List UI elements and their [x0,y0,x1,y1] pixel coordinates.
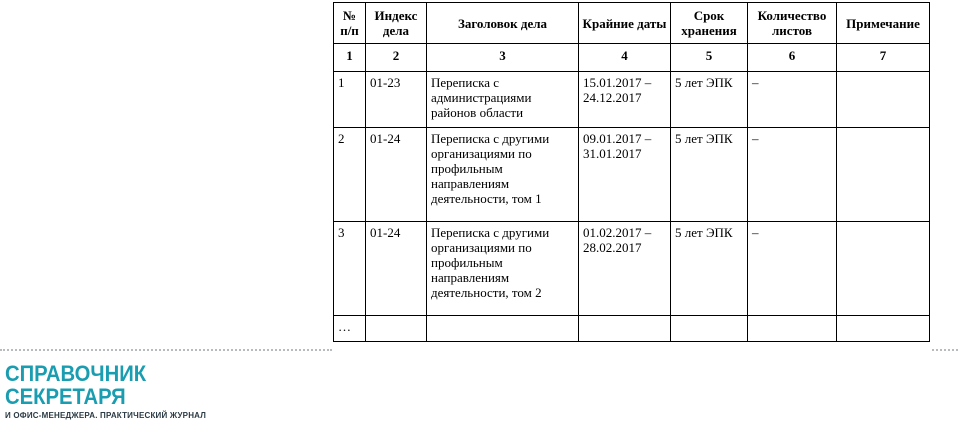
cell-retention-period: 5 лет ЭПК [671,72,748,128]
cell-case-title: Переписка с другими организациями по профильным направлениям деятельности, том 1 [427,128,579,222]
cell-number: … [334,316,366,342]
cell-number: 1 [334,72,366,128]
column-number: 3 [427,44,579,72]
header-sheet-count: Количество листов [748,3,837,44]
table-row [334,222,930,316]
cell-case-index [366,316,427,342]
table-row [334,128,930,222]
logo-title-line-1: СПРАВОЧНИК [5,361,147,386]
column-number-row [334,44,930,72]
cell-note [837,128,930,222]
cell-case-index: 01-24 [366,128,427,222]
dotted-divider-left [0,349,332,351]
header-case-index: Индекс дела [366,3,427,44]
cell-date-range: 01.02.2017 – 28.02.2017 [579,222,671,316]
cell-sheet-count: – [748,222,837,316]
cell-sheet-count: – [748,128,837,222]
header-number: № п/п [334,3,366,44]
cell-retention-period [671,316,748,342]
cell-case-index: 01-24 [366,222,427,316]
column-number: 2 [366,44,427,72]
header-case-title: Заголовок дела [427,3,579,44]
cell-case-title: Переписка с администрациями районов области [427,72,579,128]
cell-date-range: 09.01.2017 – 31.01.2017 [579,128,671,222]
logo-tagline: И ОФИС-МЕНЕДЖЕРА. ПРАКТИЧЕСКИЙ ЖУРНАЛ [5,411,207,420]
column-number: 4 [579,44,671,72]
dotted-divider-right [932,349,958,351]
column-number: 1 [334,44,366,72]
cell-case-title: Переписка с другими организациями по профильным направлениям деятельности, том 2 [427,222,579,316]
column-number: 5 [671,44,748,72]
cell-note [837,222,930,316]
logo-title-line-2: СЕКРЕТАРЯ [5,384,126,409]
cell-date-range [579,316,671,342]
cell-number: 2 [334,128,366,222]
cell-sheet-count [748,316,837,342]
cell-case-title [427,316,579,342]
cell-retention-period: 5 лет ЭПК [671,128,748,222]
cell-note [837,72,930,128]
table-row [334,72,930,128]
cell-case-index: 01-23 [366,72,427,128]
cell-retention-period: 5 лет ЭПК [671,222,748,316]
table-row-ellipsis [334,316,930,342]
header-row [334,3,930,44]
header-retention-period: Срок хранения [671,3,748,44]
header-date-range: Крайние даты [579,3,671,44]
cell-number: 3 [334,222,366,316]
cell-date-range: 15.01.2017 – 24.12.2017 [579,72,671,128]
case-nomenclature-table [333,2,930,342]
magazine-logo [5,362,206,422]
cell-note [837,316,930,342]
column-number: 7 [837,44,930,72]
header-note: Примечание [837,3,930,44]
cell-sheet-count: – [748,72,837,128]
column-number: 6 [748,44,837,72]
